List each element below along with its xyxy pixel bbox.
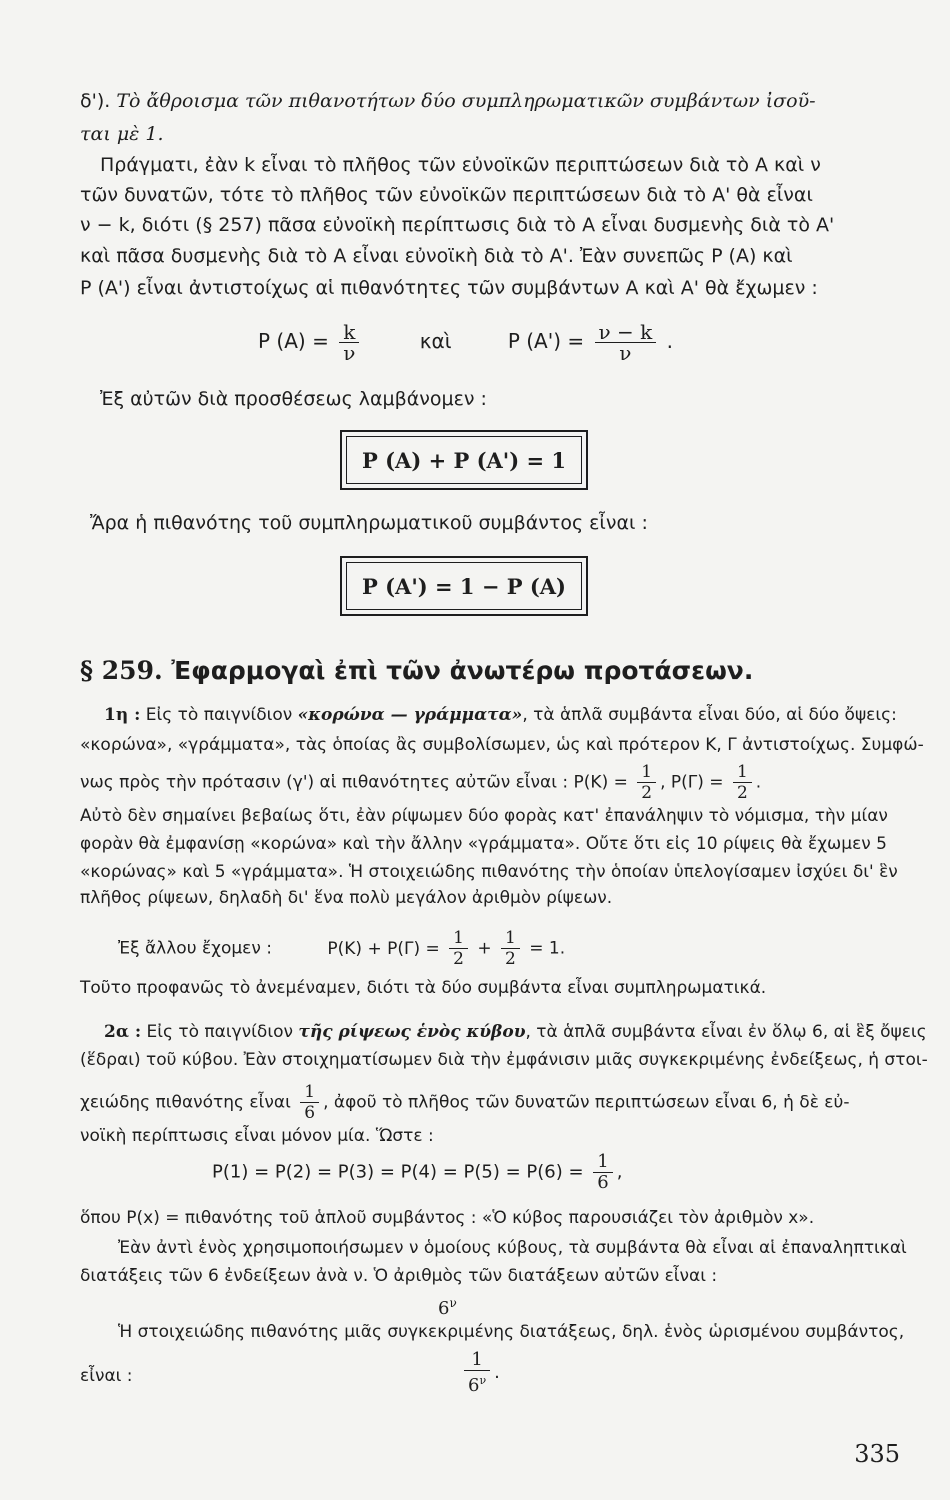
therefore-line: Ἄρα ἡ πιθανότης τοῦ συμπληρωματικοῦ συμβάντος εἶναι : bbox=[90, 512, 648, 534]
example-1-line-8: Ἐξ ἄλλου ἔχομεν : Ρ(Κ) + Ρ(Γ) = $\frac{1}{2}$ + $\frac{1}{2}$ = 1. bbox=[118, 928, 566, 969]
example-2-line-8: Ἡ στοιχειώδης πιθανότης μιᾶς συγκεκριμένης διατάξεως, δηλ. ἑνὸς ὡρισμένου συμβάντος, bbox=[118, 1322, 905, 1342]
example-2-line-6: Ἐὰν ἀντὶ ἑνὸς χρησιμοποιήσωμεν ν ὁμοίους κύβους, τὰ συμβάντα θὰ εἶναι αἱ ἐπαναληπτικαὶ bbox=[118, 1238, 907, 1258]
example-1-line-3: νως πρὸς τὴν πρότασιν (γ') αἱ πιθανότητες αὐτῶν εἶναι : Ρ(Κ) = $\frac{1}{2}$ , Ρ(Γ) = $\frac{1}{2}$ . bbox=[80, 762, 762, 803]
example-2-line-9: εἶναι : bbox=[80, 1366, 133, 1386]
example-2-line-1: 2α : Εἰς τὸ παιγνίδιον τῆς ρίψεως ἑνὸς κύβου, τὰ ἁπλᾶ συμβάντα εἶναι ἐν ὅλῳ 6, αἱ ἓξ ὄψεις bbox=[104, 1022, 927, 1042]
page-number: 335 bbox=[854, 1440, 900, 1468]
example-1-line-9: Τοῦτο προφανῶς τὸ ἀνεμέναμεν, διότι τὰ δύο συμβάντα εἶναι συμπληρωματικά. bbox=[80, 978, 767, 998]
boxed-formula-sum: Ρ (Α) + Ρ (Α') = 1 bbox=[340, 430, 588, 490]
section-number: § 259. bbox=[80, 656, 163, 685]
section-heading bbox=[80, 656, 753, 685]
fraction-k-over-n: $\frac{k}{\nu}$ bbox=[339, 322, 359, 363]
example-1-line-6: «κορώνας» καὶ 5 «γράμματα». Ἡ στοιχειώδης πιθανότης τὴν ὁποίαν ὑπελογίσαμεν ἰσχύει δι' ἓν bbox=[80, 862, 898, 882]
example-2-line-4: νοϊκὴ περίπτωσις εἶναι μόνον μία. Ὥστε : bbox=[80, 1126, 434, 1146]
addition-line: Ἐξ αὐτῶν διὰ προσθέσεως λαμβάνομεν : bbox=[100, 388, 487, 410]
final-fraction: $\frac{1}{6^\nu}$ . bbox=[460, 1350, 500, 1396]
example-1-line-2: «κορώνα», «γράμματα», τὰς ὁποίας ἂς συμβολίσωμεν, ὡς καὶ πρότερον Κ, Γ ἀντιστοίχως. Συμφώ- bbox=[80, 735, 924, 755]
example-2-line-2: (ἕδραι) τοῦ κύβου. Ἐὰν στοιχηματίσωμεν διὰ τὴν ἐμφάνισιν μιᾶς συγκεκριμένης ἐνδείξεως, ἡ στοι- bbox=[80, 1050, 928, 1070]
proof-line-5: Ρ (Α') εἶναι ἀντιστοίχως αἱ πιθανότητες τῶν συμβάντων Α καὶ Α' θὰ ἔχωμεν : bbox=[80, 277, 818, 299]
example-1-line-7: πλῆθος ρίψεων, δηλαδὴ δι' ἕνα πολὺ μεγάλον ἀριθμὸν ρίψεων. bbox=[80, 888, 613, 908]
proof-line-2: τῶν δυνατῶν, τότε τὸ πλῆθος τῶν εὐνοϊκῶν περιπτώσεων διὰ τὸ Α' θὰ εἶναι bbox=[80, 184, 813, 206]
equation-probabilities: Ρ (Α) = $\frac{k}{\nu}$ καὶ Ρ (Α') = $\frac{\nu - k}{\nu}$ . bbox=[258, 320, 673, 365]
power-6-n: $6^\nu$ bbox=[438, 1296, 457, 1319]
section-title: Ἐφαρμογαὶ ἐπὶ τῶν ἀνωτέρω προτάσεων. bbox=[171, 656, 754, 685]
example-1-line-1: 1η : Εἰς τὸ παιγνίδιον «κορώνα — γράμματα», τὰ ἁπλᾶ συμβάντα εἶναι δύο, αἱ δύο ὄψεις: bbox=[104, 705, 897, 725]
example-2-line-7: διατάξεις τῶν 6 ἐνδείξεων ἀνὰ ν. Ὁ ἀριθμὸς τῶν διατάξεων αὐτῶν εἶναι : bbox=[80, 1266, 718, 1286]
proof-line-3: ν − k, διότι (§ 257) πᾶσα εὐνοϊκὴ περίπτωσις διὰ τὸ Α εἶναι δυσμενὴς διὰ τὸ Α' bbox=[80, 214, 835, 236]
boxed-formula-complement: Ρ (Α') = 1 − Ρ (Α) bbox=[340, 556, 588, 616]
fraction-n-minus-k-over-n: $\frac{\nu - k}{\nu}$ bbox=[595, 322, 657, 363]
example-2-label: 2α : bbox=[104, 1022, 142, 1042]
proof-line-4: καὶ πᾶσα δυσμενὴς διὰ τὸ Α εἶναι εὐνοϊκὴ διὰ τὸ Α'. Ἐὰν συνεπῶς Ρ (Α) καὶ bbox=[80, 245, 793, 267]
proof-line-1: Πράγματι, ἐὰν k εἶναι τὸ πλῆθος τῶν εὐνοϊκῶν περιπτώσεων διὰ τὸ Α καὶ ν bbox=[100, 154, 821, 176]
statement-text: Τὸ ἄθροισμα τῶν πιθανοτήτων δύο συμπληρωματικῶν συμβάντων ἰσοῦ- bbox=[116, 90, 816, 112]
statement-line-1 bbox=[80, 88, 910, 114]
dice-equation: Ρ(1) = Ρ(2) = Ρ(3) = Ρ(4) = Ρ(5) = Ρ(6) = $\frac{1}{6}$ , bbox=[212, 1151, 623, 1193]
statement-line-2: ται μὲ 1. bbox=[80, 123, 164, 145]
example-1-line-5: φορὰν θὰ ἐμφανίσῃ «κορώνα» καὶ τὴν ἄλλην «γράμματα». Οὔτε ὅτι εἰς 10 ρίψεις θὰ ἔχωμεν 5 bbox=[80, 834, 887, 854]
example-1-line-4: Αὐτὸ δὲν σημαίνει βεβαίως ὅτι, ἐὰν ρίψωμεν δύο φορὰς κατ' ἐπανάληψιν τὸ νόμισμα, τὴν μίαν bbox=[80, 806, 888, 826]
example-1-label: 1η : bbox=[104, 705, 141, 725]
example-2-line-3: χειώδης πιθανότης εἶναι $\frac{1}{6}$ , ἀφοῦ τὸ πλῆθος τῶν δυνατῶν περιπτώσεων εἶναι 6, ἡ δὲ εὐ- bbox=[80, 1082, 850, 1123]
example-2-line-5: ὅπου Ρ(x) = πιθανότης τοῦ ἁπλοῦ συμβάντος : «Ὁ κύβος παρουσιάζει τὸν ἀριθμὸν x». bbox=[80, 1208, 815, 1228]
statement-label: δ'). bbox=[80, 90, 111, 112]
